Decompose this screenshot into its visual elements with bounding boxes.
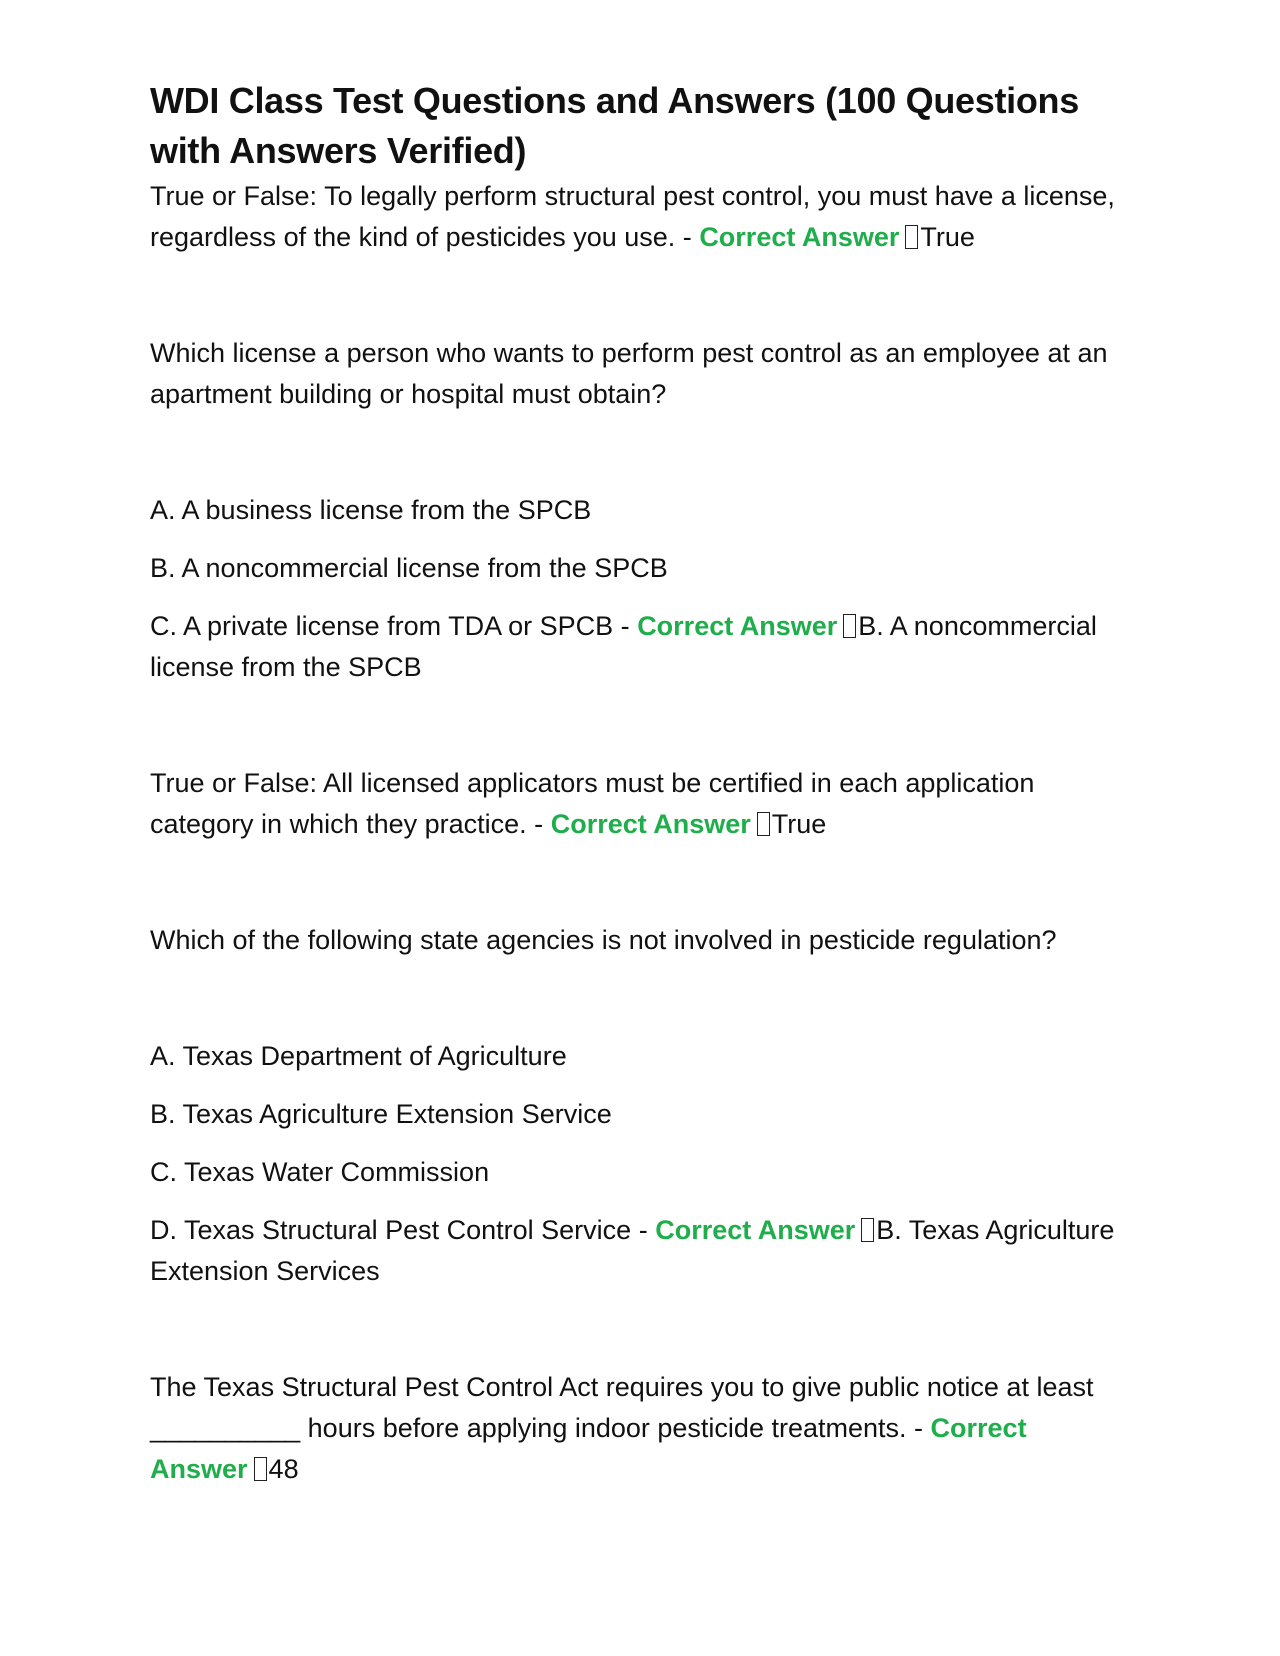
question-2: Which license a person who wants to perform pest control as an employee at an apartment building or hospital must obtain? <box>150 338 1108 409</box>
question-5-answer: 48 <box>268 1454 299 1484</box>
question-4-option-d <box>150 1210 1130 1292</box>
question-1-answer: True <box>920 222 975 252</box>
question-4-option-d-text: D. Texas Structural Pest Control Service - <box>150 1215 648 1245</box>
question-1 <box>150 176 1130 258</box>
question-4-answer: B. Texas Agriculture Extension Services <box>150 1215 1115 1286</box>
question-3-answer: True <box>771 809 827 839</box>
question-2-answer: B. A noncommercial license from the SPCB <box>150 611 1097 682</box>
correct-answer-label: Correct Answer <box>655 1215 856 1245</box>
question-2-option-b: B. A noncommercial license from the SPCB <box>150 553 668 583</box>
missing-glyph-icon <box>757 812 770 836</box>
question-3 <box>150 763 1130 845</box>
missing-glyph-icon <box>843 614 856 638</box>
correct-answer-label: Correct Answer <box>150 1413 1027 1484</box>
correct-answer-label: Correct Answer <box>699 222 900 252</box>
document-page <box>150 76 1130 1490</box>
question-5 <box>150 1367 1130 1490</box>
question-3-text: True or False: All licensed applicators must be certified in each application category in which they practice. - <box>150 768 1035 839</box>
question-2-option-c <box>150 606 1130 688</box>
question-4-option-b: B. Texas Agriculture Extension Service <box>150 1099 612 1129</box>
question-2-option-c-text: C. A private license from TDA or SPCB - <box>150 611 630 641</box>
document-title: WDI Class Test Questions and Answers (100 Questions with Answers Verified) <box>150 80 1079 171</box>
question-5-text: The Texas Structural Pest Control Act requires you to give public notice at least __________ hours before applying indoor pesticide treatments. - <box>150 1372 1094 1443</box>
question-2-option-a: A. A business license from the SPCB <box>150 495 592 525</box>
question-4-option-c: C. Texas Water Commission <box>150 1157 490 1187</box>
missing-glyph-icon <box>861 1218 874 1242</box>
missing-glyph-icon <box>905 225 918 249</box>
question-4: Which of the following state agencies is not involved in pesticide regulation? <box>150 925 1057 955</box>
question-4-option-a: A. Texas Department of Agriculture <box>150 1041 567 1071</box>
correct-answer-label: Correct Answer <box>550 809 751 839</box>
missing-glyph-icon <box>254 1457 267 1481</box>
correct-answer-label: Correct Answer <box>637 611 838 641</box>
question-1-text: True or False: To legally perform structural pest control, you must have a license, regardless of the kind of pesticides you use. - <box>150 181 1115 252</box>
